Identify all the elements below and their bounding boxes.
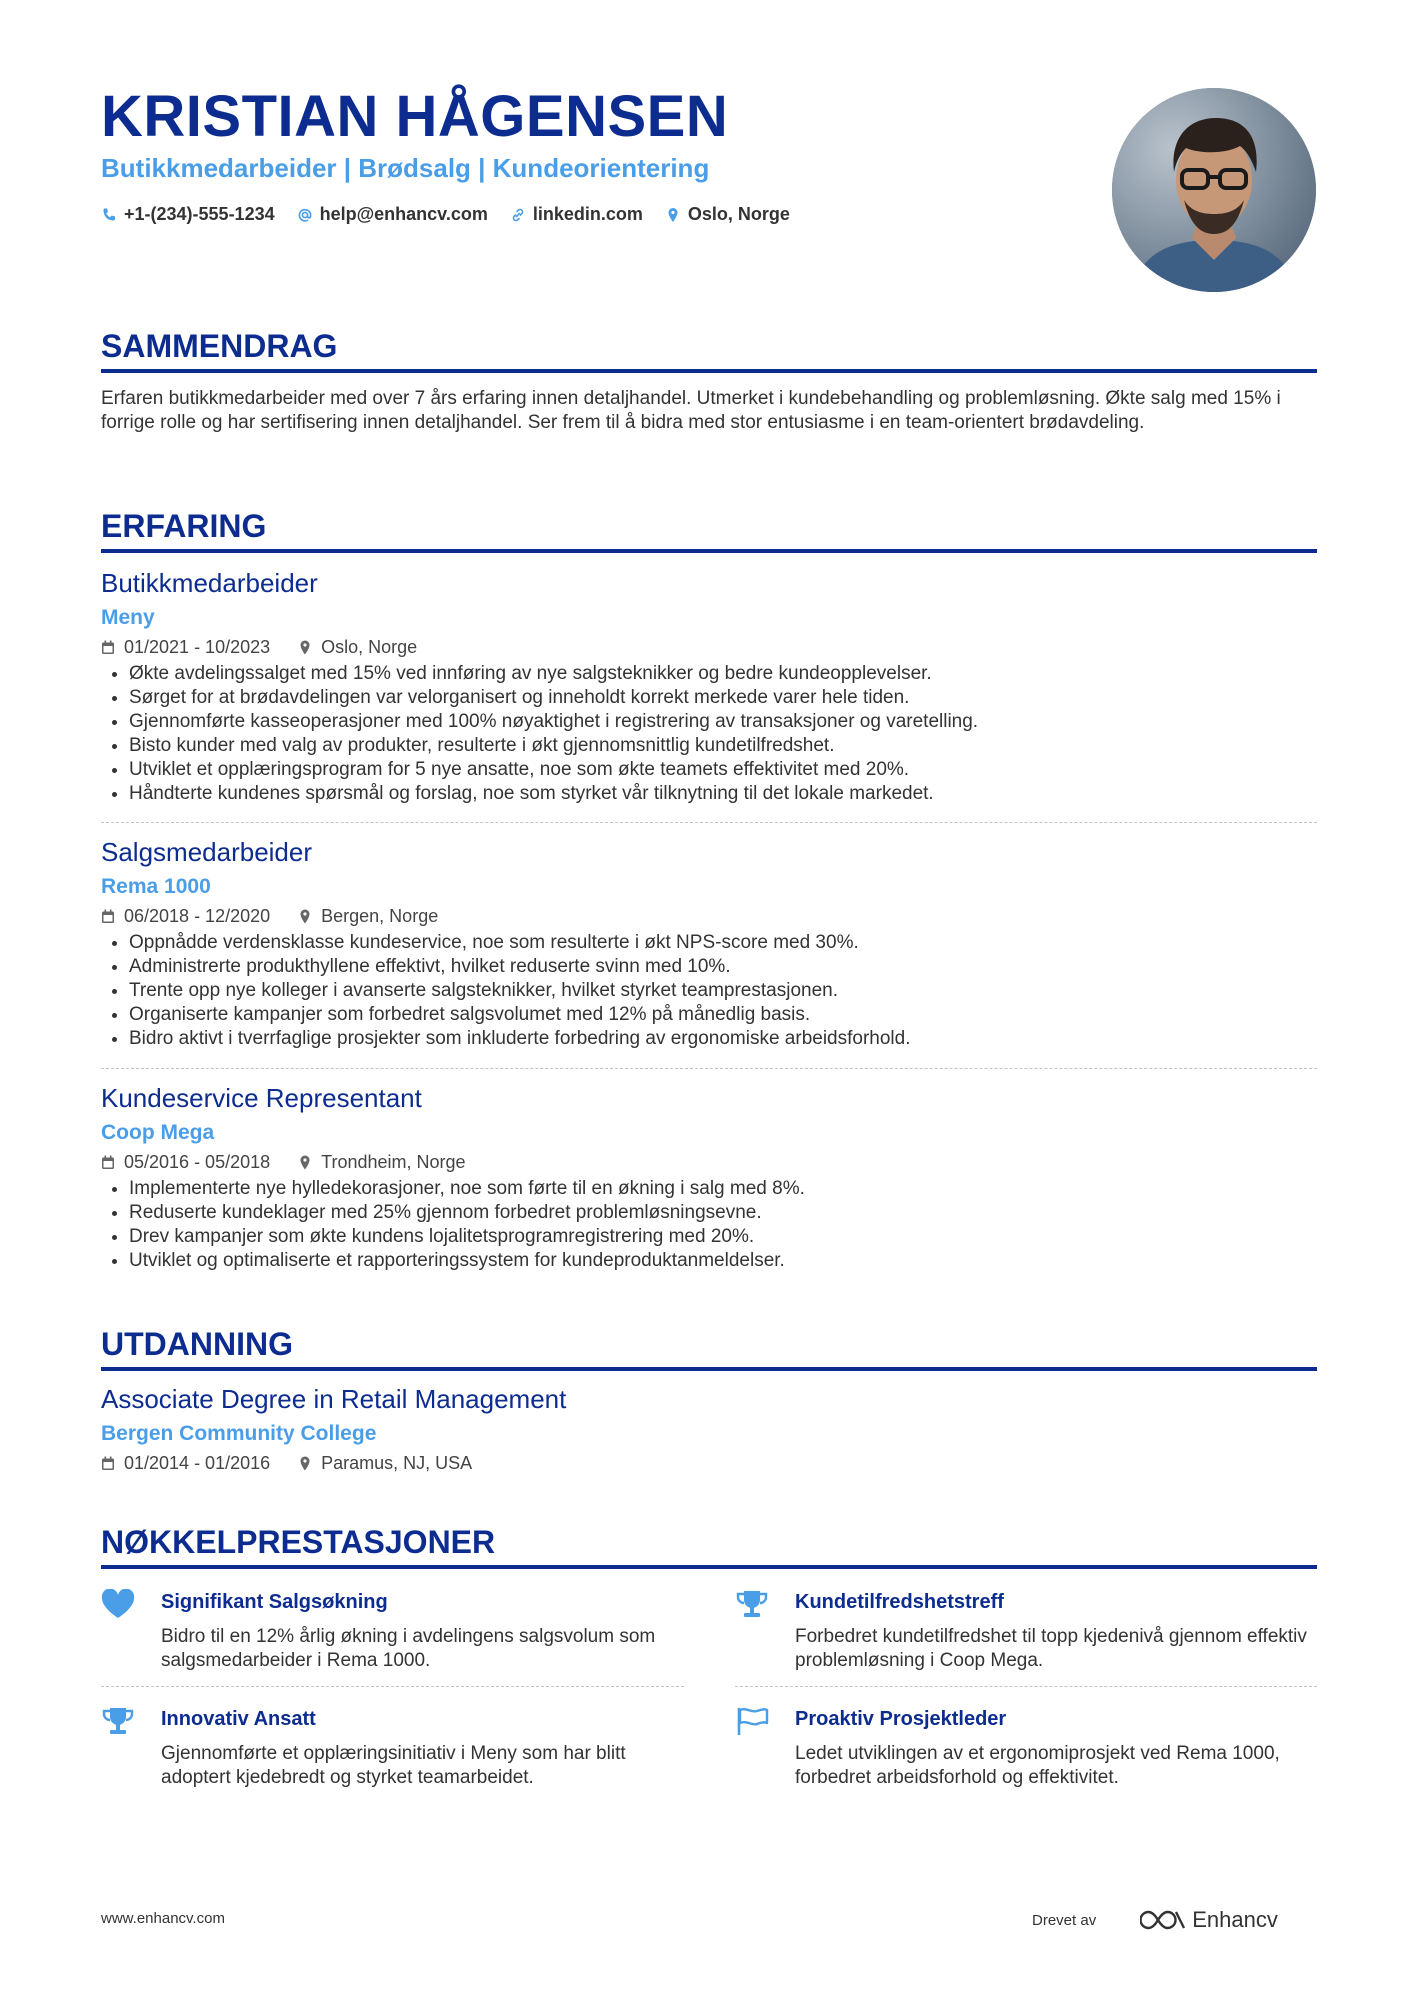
calendar-icon bbox=[101, 909, 115, 924]
bullet: • Oppnådde verdensklasse kundeservice, noe som resulterte i økt NPS-score med 30%. bbox=[129, 931, 1317, 955]
summary-text: Erfaren butikkmedarbeider med over 7 års erfaring innen detaljhandel. Utmerket i kundebehandling og problemløsning. Økte salg med 15% i forrige rolle og har sertifisering innen detaljhandel. Ser frem til å bidra med stor entusiasme i en team-orientert brødavdeling. bbox=[101, 388, 1281, 433]
job-location bbox=[298, 1151, 465, 1173]
calendar-icon bbox=[101, 1155, 115, 1170]
section-divider bbox=[101, 369, 1317, 373]
contact-location bbox=[665, 204, 790, 225]
achievement-title: Proaktiv Prosjektleder bbox=[795, 1708, 1007, 1730]
dates-text: 06/2018 - 12/2020 bbox=[124, 906, 271, 926]
achievement-divider bbox=[101, 1686, 684, 1687]
at-icon bbox=[297, 207, 313, 223]
contact-bar bbox=[101, 204, 790, 225]
section-title-summary: SAMMENDRAG bbox=[101, 328, 338, 364]
location-text: Paramus, NJ, USA bbox=[321, 1453, 473, 1473]
powered-by-label: Drevet av bbox=[1032, 1911, 1097, 1929]
job-meta bbox=[101, 1151, 1317, 1173]
calendar-icon bbox=[101, 1456, 115, 1471]
location-text: Oslo, Norge bbox=[321, 637, 418, 657]
footer-brand bbox=[1032, 1907, 1278, 1933]
avatar-illustration bbox=[1112, 88, 1316, 292]
bullet: • Trente opp nye kolleger i avanserte salgsteknikker, hvilket styrket teamprestasjonen. bbox=[129, 979, 1317, 1003]
section-title-experience: ERFARING bbox=[101, 508, 267, 544]
section-divider bbox=[101, 1367, 1317, 1371]
email-text: help@enhancv.com bbox=[319, 204, 488, 224]
contact-linkedin[interactable] bbox=[510, 204, 643, 225]
experience-entry bbox=[101, 568, 1317, 806]
achievement-desc: Forbedret kundetilfredshet til topp kjedenivå gjennom effektiv problemløsning i Coop Mega. bbox=[795, 1626, 1307, 1671]
location-pin-icon bbox=[298, 909, 312, 924]
entry-divider bbox=[101, 1068, 1317, 1069]
achievement-divider bbox=[735, 1686, 1317, 1687]
job-location bbox=[298, 636, 417, 658]
link-icon bbox=[510, 207, 526, 223]
location-pin-icon bbox=[665, 207, 681, 223]
candidate-name: KRISTIAN HÅGENSEN bbox=[101, 84, 729, 149]
education-entry bbox=[101, 1384, 1317, 1474]
bullet: • Reduserte kundeklager med 25% gjennom forbedret problemløsningsevne. bbox=[129, 1201, 1317, 1225]
education-dates bbox=[101, 1452, 270, 1474]
heart-icon bbox=[101, 1589, 135, 1619]
section-title-education: UTDANNING bbox=[101, 1326, 293, 1362]
trophy-icon bbox=[101, 1706, 135, 1736]
contact-email[interactable] bbox=[297, 204, 488, 225]
job-dates bbox=[101, 1151, 270, 1173]
company-name: Coop Mega bbox=[101, 1121, 215, 1144]
headline: Butikkmedarbeider | Brødsalg | Kundeorientering bbox=[101, 153, 710, 183]
job-location bbox=[298, 905, 438, 927]
job-title: Salgsmedarbeider bbox=[101, 837, 313, 867]
bullet: • Gjennomførte kasseoperasjoner med 100% nøyaktighet i registrering av transaksjoner og varetelling. bbox=[129, 710, 1317, 734]
bullet: • Bisto kunder med valg av produkter, resulterte i økt gjennomsnittlig kundetilfredshet. bbox=[129, 734, 1317, 758]
job-bullets bbox=[101, 1177, 1317, 1273]
phone-text: +1-(234)-555-1234 bbox=[124, 204, 275, 224]
location-text: Trondheim, Norge bbox=[321, 1152, 466, 1172]
job-title: Butikkmedarbeider bbox=[101, 568, 318, 598]
achievement-title: Innovativ Ansatt bbox=[161, 1708, 316, 1730]
flag-icon bbox=[735, 1706, 769, 1736]
job-title: Kundeservice Representant bbox=[101, 1083, 422, 1113]
dates-text: 05/2016 - 05/2018 bbox=[124, 1152, 271, 1172]
location-text: Bergen, Norge bbox=[321, 906, 439, 926]
footer-website[interactable]: www.enhancv.com bbox=[101, 1910, 225, 1927]
job-bullets bbox=[101, 931, 1317, 1051]
entry-divider bbox=[101, 822, 1317, 823]
bullet: • Implementerte nye hylledekorasjoner, noe som førte til en økning i salg med 8%. bbox=[129, 1177, 1317, 1201]
company-name: Rema 1000 bbox=[101, 875, 211, 898]
job-meta bbox=[101, 636, 1317, 658]
job-dates bbox=[101, 905, 270, 927]
experience-entry bbox=[101, 1083, 1317, 1273]
job-meta bbox=[101, 905, 1317, 927]
achievement-desc: Gjennomførte et opplæringsinitiativ i Meny som har blitt adoptert kjedebredt og styrket teamarbeidet. bbox=[161, 1743, 626, 1788]
dates-text: 01/2021 - 10/2023 bbox=[124, 637, 271, 657]
education-meta bbox=[101, 1452, 1317, 1474]
bullet: • Utviklet og optimaliserte et rapporteringssystem for kundeproduktanmeldelser. bbox=[129, 1249, 1317, 1273]
bullet: • Sørget for at brødavdelingen var velorganisert og inneholdt korrekt merkede varer hele tiden. bbox=[129, 686, 1317, 710]
profile-photo bbox=[1112, 88, 1316, 292]
location-pin-icon bbox=[298, 1155, 312, 1170]
achievement-title: Signifikant Salgsøkning bbox=[161, 1591, 388, 1613]
achievement-desc: Bidro til en 12% årlig økning i avdelingens salgsvolum som salgsmedarbeider i Rema 1000. bbox=[161, 1626, 656, 1671]
section-title-achievements: NØKKELPRESTASJONER bbox=[101, 1524, 496, 1560]
job-bullets bbox=[101, 662, 1317, 806]
achievement-desc: Ledet utviklingen av et ergonomiprosjekt ved Rema 1000, forbedret arbeidsforhold og effektivitet. bbox=[795, 1743, 1280, 1788]
location-pin-icon bbox=[298, 640, 312, 655]
brand-name: Enhancv bbox=[1192, 1907, 1278, 1932]
bullet: • Organiserte kampanjer som forbedret salgsvolumet med 12% på månedlig basis. bbox=[129, 1003, 1317, 1027]
phone-icon bbox=[101, 207, 117, 223]
enhancv-logo-icon bbox=[1140, 1909, 1186, 1931]
location-pin-icon bbox=[298, 1456, 312, 1471]
calendar-icon bbox=[101, 640, 115, 655]
bullet: • Bidro aktivt i tverrfaglige prosjekter som inkluderte forbedring av ergonomiske arbeidsforhold. bbox=[129, 1027, 1317, 1051]
school-name: Bergen Community College bbox=[101, 1422, 377, 1445]
linkedin-text: linkedin.com bbox=[532, 204, 643, 224]
experience-entry bbox=[101, 837, 1317, 1051]
job-dates bbox=[101, 636, 270, 658]
dates-text: 01/2014 - 01/2016 bbox=[124, 1453, 271, 1473]
section-divider bbox=[101, 1565, 1317, 1569]
section-divider bbox=[101, 549, 1317, 553]
achievement-title: Kundetilfredshetstreff bbox=[795, 1591, 1004, 1613]
trophy-icon bbox=[735, 1589, 769, 1619]
degree-title: Associate Degree in Retail Management bbox=[101, 1384, 567, 1414]
bullet: • Utviklet et opplæringsprogram for 5 nye ansatte, noe som økte teamets effektivitet med 20%. bbox=[129, 758, 1317, 782]
bullet: • Økte avdelingssalget med 15% ved innføring av nye salgsteknikker og bedre kundeopplevelser. bbox=[129, 662, 1317, 686]
location-text: Oslo, Norge bbox=[687, 204, 790, 224]
contact-phone[interactable] bbox=[101, 204, 275, 225]
bullet: • Drev kampanjer som økte kundens lojalitetsprogramregistrering med 20%. bbox=[129, 1225, 1317, 1249]
bullet: • Håndterte kundenes spørsmål og forslag, noe som styrket vår tilknytning til det lokale markedet. bbox=[129, 782, 1317, 806]
education-location bbox=[298, 1452, 472, 1474]
company-name: Meny bbox=[101, 606, 155, 629]
bullet: • Administrerte produkthyllene effektivt, hvilket reduserte svinn med 10%. bbox=[129, 955, 1317, 979]
enhancv-logo[interactable] bbox=[1140, 1907, 1278, 1933]
